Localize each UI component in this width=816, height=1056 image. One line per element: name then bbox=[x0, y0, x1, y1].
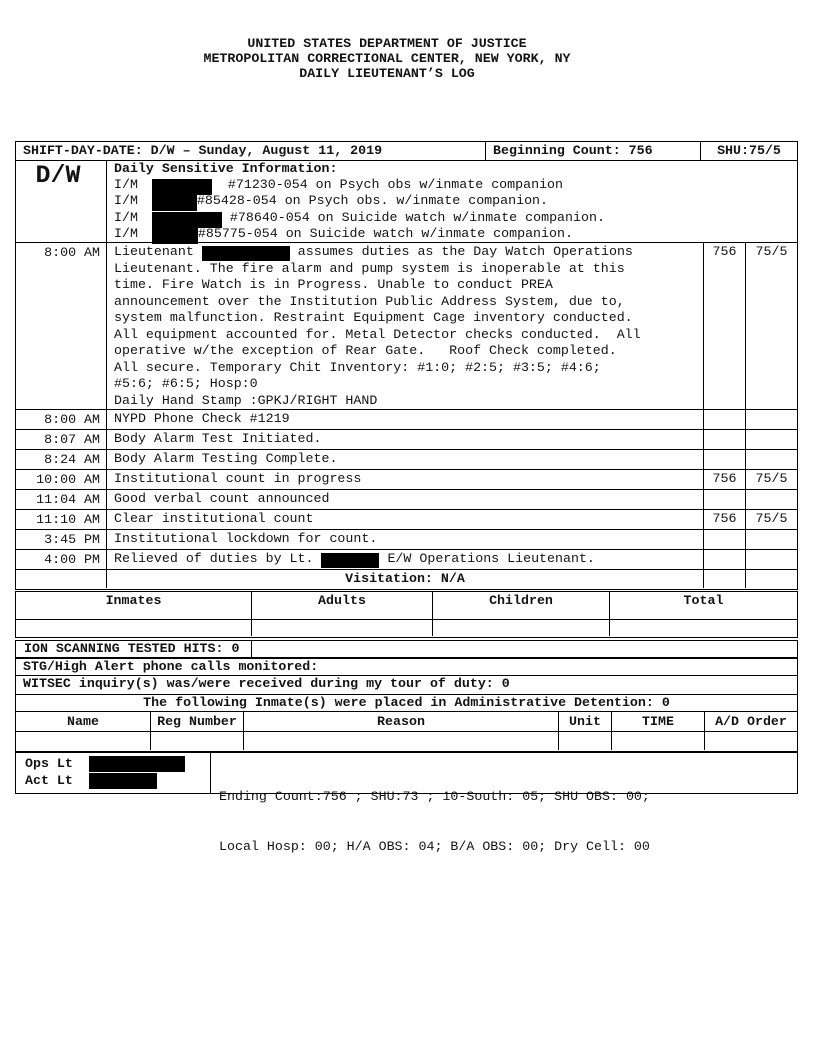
entry-line bbox=[114, 360, 703, 377]
signature-box bbox=[15, 752, 798, 854]
sensitive-info-row bbox=[16, 161, 797, 243]
text-segment: I/M bbox=[114, 225, 146, 241]
entry-line bbox=[114, 491, 703, 508]
visitation-col-header: Inmates bbox=[16, 592, 252, 619]
ad-empty-cell bbox=[244, 732, 559, 750]
visitation-empty-cell bbox=[16, 620, 252, 636]
log-row bbox=[16, 410, 797, 430]
ad-empty-cell bbox=[559, 732, 612, 750]
log-row-time: 3:45 PM bbox=[16, 530, 107, 549]
sensitive-info-entries bbox=[114, 177, 797, 242]
watch-code: D/W bbox=[16, 161, 107, 242]
text-segment: Institutional count in progress bbox=[114, 471, 362, 486]
ops-lt-line bbox=[16, 755, 210, 772]
entry-line bbox=[114, 431, 703, 448]
text-segment: system malfunction. Restraint Equipment Cage inventory conducted. bbox=[114, 310, 633, 325]
ad-col-header: A/D Order bbox=[715, 714, 787, 729]
log-row-time: 8:00 AM bbox=[16, 410, 107, 429]
act-lt-label: Act Lt bbox=[25, 773, 73, 788]
facility-title: METROPOLITAN CORRECTIONAL CENTER, NEW YORK, NY bbox=[203, 51, 571, 66]
ops-lt-label: Ops Lt bbox=[25, 756, 73, 771]
ending-count-line2: Local Hosp: 00; H/A OBS: 04; B/A OBS: 00; Dry Cell: 00 bbox=[219, 838, 650, 854]
sensitive-entry bbox=[114, 226, 797, 242]
log-row-time: 10:00 AM bbox=[16, 470, 107, 489]
log-row-entry bbox=[107, 450, 704, 469]
log-row-time: 11:10 AM bbox=[16, 510, 107, 529]
text-segment: Body Alarm Testing Complete. bbox=[114, 451, 338, 466]
ops-lt-redaction bbox=[89, 756, 185, 772]
visitation-empty-cell bbox=[433, 620, 610, 636]
log-row-entry bbox=[107, 530, 704, 549]
act-lt-line bbox=[16, 772, 210, 789]
text-segment: NYPD Phone Check #1219 bbox=[114, 411, 290, 426]
log-row bbox=[16, 530, 797, 550]
visitation-col-header: Total bbox=[683, 593, 724, 608]
log-row bbox=[16, 450, 797, 470]
admin-detention-caption: The following Inmate(s) were placed in Administrative Detention: 0 bbox=[15, 694, 798, 712]
ad-col-header: Unit bbox=[559, 712, 612, 731]
log-row-count bbox=[704, 410, 746, 429]
log-row-time: 4:00 PM bbox=[16, 550, 107, 569]
log-row-count: 756 bbox=[704, 243, 746, 409]
sensitive-info-heading: Daily Sensitive Information: bbox=[114, 161, 338, 176]
text-segment: I/M bbox=[114, 209, 146, 225]
ad-col-header: Name bbox=[16, 712, 151, 731]
ion-scanning-label: ION SCANNING TESTED HITS: 0 bbox=[16, 641, 252, 657]
entry-line bbox=[114, 261, 703, 278]
text-segment: time. Fire Watch is in Progress. Unable to conduct PREA bbox=[114, 277, 553, 292]
entry-line bbox=[114, 471, 703, 488]
entry-line bbox=[114, 244, 703, 261]
entry-line bbox=[114, 277, 703, 294]
text-segment: #78640-054 on Suicide watch w/inmate companion. bbox=[221, 209, 605, 225]
log-row-entry bbox=[107, 243, 704, 409]
ending-count-summary bbox=[211, 753, 797, 854]
text-segment: Relieved of duties by Lt. bbox=[114, 551, 322, 566]
text-segment: #85428-054 on Psych obs. w/inmate companion. bbox=[196, 193, 549, 209]
ad-empty-cell bbox=[16, 732, 151, 750]
log-row bbox=[16, 570, 797, 588]
ad-col-header: Reason bbox=[244, 712, 559, 731]
visitation-empty-cell bbox=[610, 620, 797, 636]
text-segment: Lieutenant. The fire alarm and pump system is inoperable at this bbox=[114, 260, 625, 276]
text-segment: Lieutenant bbox=[114, 244, 202, 259]
entry-line bbox=[114, 343, 703, 360]
log-row bbox=[16, 490, 797, 510]
text-segment: operative w/the exception of Rear Gate. Roof Check completed. bbox=[114, 343, 617, 358]
document-header bbox=[15, 36, 759, 81]
entry-line bbox=[114, 294, 703, 311]
redaction-block bbox=[202, 246, 290, 261]
text-segment: #5:6; #6:5; Hosp:0 bbox=[114, 376, 258, 391]
entry-line bbox=[114, 393, 703, 410]
sensitive-entry bbox=[114, 193, 797, 209]
log-row-entry bbox=[107, 490, 704, 509]
visitation-empty-row bbox=[16, 620, 797, 636]
log-row-shu bbox=[746, 550, 797, 569]
text-segment: Institutional lockdown for count. bbox=[114, 531, 378, 546]
log-row-entry bbox=[107, 470, 704, 489]
ad-empty-cell bbox=[705, 732, 797, 750]
admin-detention-header-row bbox=[16, 712, 797, 732]
log-row-shu bbox=[746, 530, 797, 549]
log-title: DAILY LIEUTENANT’S LOG bbox=[299, 66, 475, 81]
sensitive-info-cell bbox=[107, 161, 797, 242]
log-row-count bbox=[704, 450, 746, 469]
entry-line bbox=[114, 376, 703, 393]
text-segment: E/W Operations Lieutenant. bbox=[379, 551, 595, 566]
log-row-count: 756 bbox=[704, 470, 746, 489]
text-segment: All equipment accounted for. Metal Detector checks conducted. All bbox=[114, 326, 641, 342]
log-row-shu bbox=[746, 570, 797, 588]
log-row-entry bbox=[107, 510, 704, 529]
text-segment: #85775-054 on Suicide watch w/inmate companion. bbox=[197, 225, 573, 241]
text-segment: Daily Hand Stamp :GPKJ/RIGHT HAND bbox=[114, 392, 378, 408]
entry-line bbox=[114, 451, 703, 468]
entry-line bbox=[114, 531, 703, 548]
log-row-count bbox=[704, 490, 746, 509]
visitation-col-header: Adults bbox=[252, 592, 433, 619]
redaction-block bbox=[321, 553, 379, 568]
log-row-shu bbox=[746, 450, 797, 469]
log-row-time bbox=[16, 570, 107, 588]
text-segment: Clear institutional count bbox=[114, 511, 314, 526]
visitation-col-header: Children bbox=[433, 592, 610, 619]
stg-monitored-label: STG/High Alert phone calls monitored: bbox=[16, 659, 797, 676]
text-segment: #71230-054 on Psych obs w/inmate companion bbox=[211, 177, 564, 193]
log-row-shu: 75/5 bbox=[755, 511, 788, 526]
beginning-count-label: Beginning Count: 756 bbox=[486, 142, 701, 160]
log-row-time: 8:24 AM bbox=[16, 450, 107, 469]
ad-col-header: TIME bbox=[612, 712, 705, 731]
act-lt-redaction bbox=[89, 773, 157, 789]
visitation-count-table bbox=[15, 591, 798, 638]
log-row-shu: 75/5 bbox=[755, 244, 788, 259]
admin-detention-table bbox=[15, 711, 798, 752]
visitation-header-row bbox=[16, 592, 797, 620]
shift-day-date-label: SHIFT-DAY-DATE: D/W – Sunday, August 11, 2019 bbox=[16, 142, 486, 160]
log-row-count: 756 bbox=[704, 510, 746, 529]
log-row-entry bbox=[107, 570, 704, 588]
log-row-entry bbox=[107, 430, 704, 449]
log-row-shu bbox=[746, 430, 797, 449]
entry-line bbox=[114, 310, 703, 327]
log-row bbox=[16, 510, 797, 530]
log-row-entry bbox=[107, 410, 704, 429]
text-segment: I/M bbox=[114, 177, 146, 193]
ion-scanning-value-cell bbox=[252, 641, 797, 657]
log-row-entry bbox=[107, 550, 704, 569]
text-segment: I/M bbox=[114, 193, 146, 209]
text-segment: All secure. Temporary Chit Inventory: #1:0; #2:5; #3:5; #4:6; bbox=[114, 359, 601, 375]
agency-title: UNITED STATES DEPARTMENT OF JUSTICE bbox=[247, 36, 527, 51]
redaction-block bbox=[152, 228, 198, 244]
log-row-count bbox=[704, 430, 746, 449]
sensitive-entry bbox=[114, 210, 797, 226]
entry-line bbox=[114, 411, 703, 428]
text-segment: assumes duties as the Day Watch Operations bbox=[289, 244, 633, 259]
log-row-shu bbox=[746, 490, 797, 509]
log-row-time: 8:00 AM bbox=[16, 243, 107, 409]
log-row-count bbox=[704, 550, 746, 569]
ad-empty-cell bbox=[612, 732, 705, 750]
log-table-header-row bbox=[16, 142, 797, 161]
ion-scanning-row bbox=[15, 640, 798, 658]
visitation-empty-cell bbox=[252, 620, 433, 636]
log-row bbox=[16, 243, 797, 410]
text-segment: announcement over the Institution Public Address System, due to, bbox=[114, 293, 625, 309]
log-row-shu: 75/5 bbox=[755, 471, 788, 486]
log-row-time: 11:04 AM bbox=[16, 490, 107, 509]
log-row-shu bbox=[746, 410, 797, 429]
entry-line bbox=[114, 327, 703, 344]
admin-detention-empty-row bbox=[16, 732, 797, 750]
witsec-label: WITSEC inquiry(s) was/were received during my tour of duty: 0 bbox=[23, 676, 510, 691]
stg-witsec-box bbox=[15, 658, 798, 695]
sensitive-entry bbox=[114, 177, 797, 193]
entry-line bbox=[114, 551, 703, 568]
shift-log-table bbox=[15, 141, 798, 590]
log-row-count bbox=[704, 570, 746, 588]
log-row bbox=[16, 430, 797, 450]
lieutenant-signatures bbox=[16, 753, 211, 793]
ending-count-line1: Ending Count:756 ; SHU:73 ; 10-South: 05; SHU OBS: 00; bbox=[219, 789, 650, 804]
log-row bbox=[16, 550, 797, 570]
text-segment: Visitation: N/A bbox=[345, 571, 465, 586]
log-row-time: 8:07 AM bbox=[16, 430, 107, 449]
text-segment: Body Alarm Test Initiated. bbox=[114, 431, 322, 446]
log-row-count bbox=[704, 530, 746, 549]
log-row bbox=[16, 470, 797, 490]
entry-line bbox=[114, 511, 703, 528]
log-entries bbox=[16, 243, 797, 588]
ad-empty-cell bbox=[151, 732, 244, 750]
shu-count-header: SHU:75/5 bbox=[717, 143, 781, 158]
text-segment: Good verbal count announced bbox=[114, 491, 330, 506]
ad-col-header: Reg Number bbox=[151, 712, 244, 731]
entry-line bbox=[107, 571, 703, 588]
